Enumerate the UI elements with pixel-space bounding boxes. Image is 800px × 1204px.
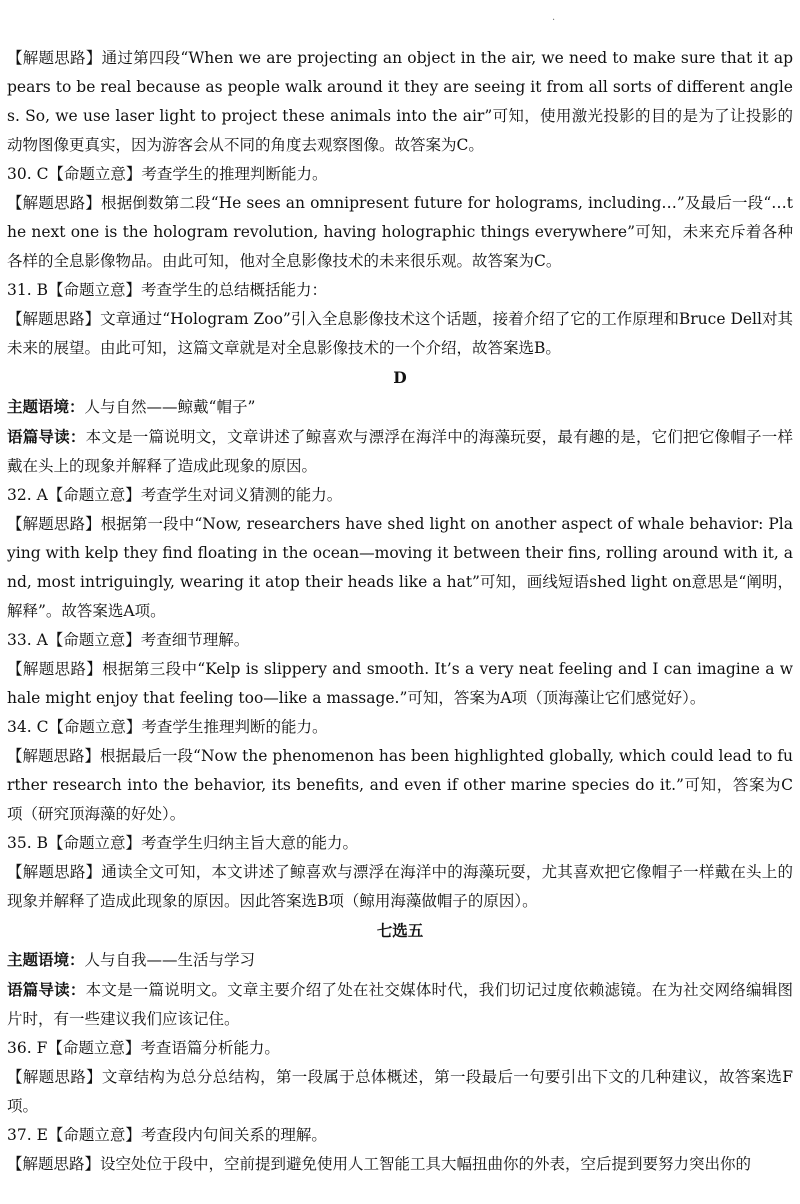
paragraph: 33. A【命题立意】考查细节理解。 <box>7 631 250 649</box>
paragraph: 语篇导读：本文是一篇说明文。文章主要介绍了处在社交媒体时代，我们切记过度依赖滤镜。在为社交网络编辑图片时，有一些建议我们应该记住。 <box>7 980 793 1028</box>
paragraph: 【解题思路】根据倒数第二段“He sees an omnipresent future for holograms, including…”及最后一段“…the next one is the hologram revolution, having holographic things everywhere”可知，未来充斥着各种各样的全息影像物品。由此可知，他对全息影像技术的未来很乐观。故答案为C。 <box>7 194 793 270</box>
label: 主题语境： <box>7 397 85 416</box>
paragraph: 32. A【命题立意】考查学生对词义猜测的能力。 <box>7 486 343 504</box>
section-heading: 七选五 <box>376 921 424 940</box>
paragraph: 37. E【命题立意】考查段内句间关系的理解。 <box>7 1126 327 1144</box>
paragraph: 30. C【命题立意】考查学生的推理判断能力。 <box>7 165 328 183</box>
paragraph: 34. C【命题立意】考查学生推理判断的能力。 <box>7 718 328 736</box>
paragraph: 36. F【命题立意】考查语篇分析能力。 <box>7 1039 280 1057</box>
label: 语篇导读： <box>7 427 86 446</box>
top-mark: · <box>552 15 556 26</box>
section-heading: D <box>393 368 407 387</box>
paragraph: 31. B【命题立意】考查学生的总结概括能力： <box>7 281 327 299</box>
document-body <box>7 44 793 1179</box>
paragraph: 主题语境：人与自然——鲸戴“帽子” <box>7 397 256 416</box>
label: 语篇导读： <box>7 980 86 999</box>
paragraph: 【解题思路】根据第一段中“Now, researchers have shed light on another aspect of whale behavior: Playing with kelp they find floating in the ocean—moving it between their fins, rolling around with it, and, most intriguingly, wearing it atop their heads like a hat”可知，画线短语shed light on意思是“阐明，解释”。故答案选A项。 <box>7 515 793 620</box>
paragraph: 【解题思路】文章结构为总分总结构，第一段属于总体概述，第一段最后一句要引出下文的几种建议，故答案选F项。 <box>7 1068 793 1115</box>
paragraph: 【解题思路】文章通过“Hologram Zoo”引入全息影像技术这个话题，接着介绍了它的工作原理和Bruce Dell对其未来的展望。由此可知，这篇文章就是对全息影像技术的一个介绍，故答案选B。 <box>7 310 793 357</box>
paragraph: 【解题思路】设空处位于段中，空前提到避免使用人工智能工具大幅扭曲你的外表，空后提到要努力突出你的 <box>7 1155 752 1173</box>
paragraph: 【解题思路】通过第四段“When we are projecting an object in the air, we need to make sure that it appears to be real because as people walk around it they are seeing it from all sorts of different angles. So, we use laser light to project these animals into the air”可知，使用激光投影的目的是为了让投影的动物图像更真实，因为游客会从不同的角度去观察图像。故答案为C。 <box>7 49 793 154</box>
paragraph: 【解题思路】根据最后一段“Now the phenomenon has been highlighted globally, which could lead to further research into the behavior, its benefits, and even if other marine species do it.”可知，答案为C项（研究顶海藻的好处）。 <box>7 747 793 823</box>
label: 主题语境： <box>7 950 85 969</box>
paragraph: 主题语境：人与自我——生活与学习 <box>7 950 256 969</box>
paragraph: 语篇导读：本文是一篇说明文，文章讲述了鲸喜欢与漂浮在海洋中的海藻玩耍，最有趣的是，它们把它像帽子一样戴在头上的现象并解释了造成此现象的原因。 <box>7 427 793 475</box>
paragraph: 35. B【命题立意】考查学生归纳主旨大意的能力。 <box>7 834 358 852</box>
paragraph: 【解题思路】根据第三段中“Kelp is slippery and smooth. It’s a very neat feeling and I can imagine a whale might enjoy that feeling too—like a massage.”可知，答案为A项（顶海藻让它们感觉好）。 <box>7 660 793 707</box>
paragraph: 【解题思路】通读全文可知，本文讲述了鲸喜欢与漂浮在海洋中的海藻玩耍，尤其喜欢把它像帽子一样戴在头上的现象并解释了造成此现象的原因。因此答案选B项（鲸用海藻做帽子的原因）。 <box>7 863 793 910</box>
